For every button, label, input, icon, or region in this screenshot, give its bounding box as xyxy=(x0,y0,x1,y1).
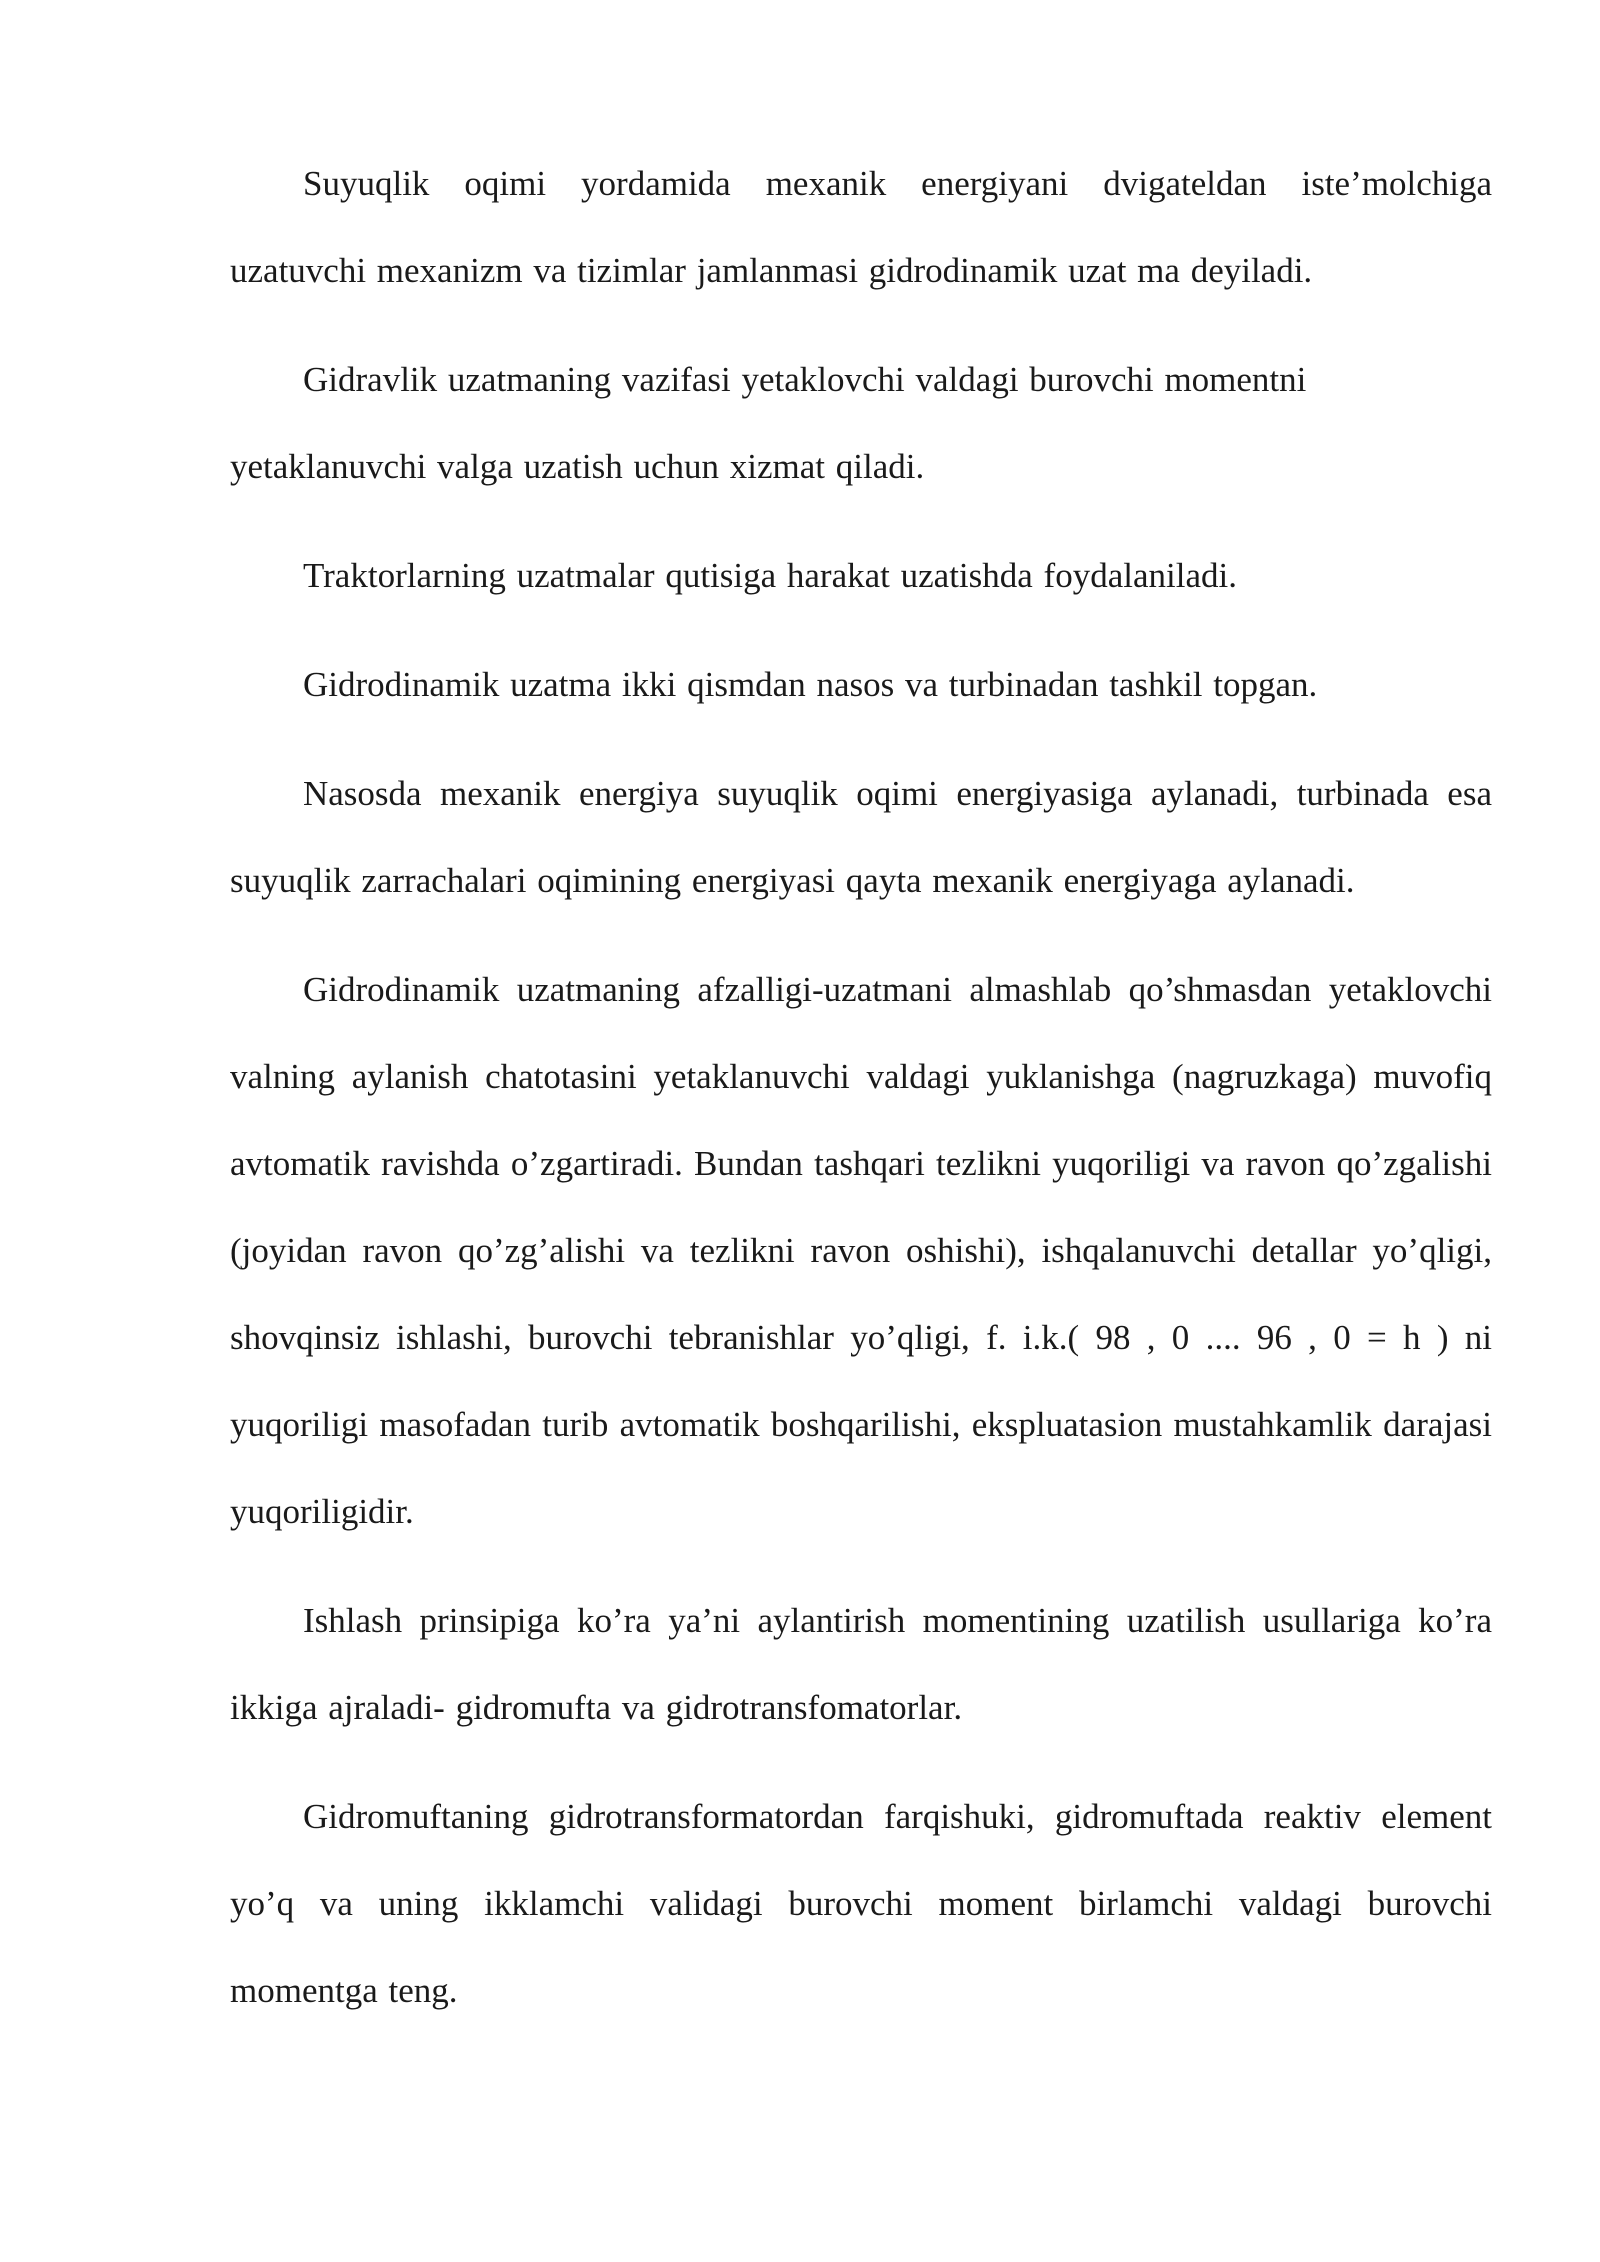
document-body xyxy=(230,140,1492,2056)
paragraph-6: Gidrodinamik uzatmaning afzalligi-uzatmani almashlab qo’shmasdan yetaklovchi valning aylanish chatotasini yetaklanuvchi valdagi yuklanishga (nagruzkaga) muvofiq avtomatik ravishda o’zgartiradi. Bundan tashqari tezlikni yuqoriligi va ravon qo’zgalishi (joyidan ravon qo’zg’alishi va tezlikni ravon oshishi), ishqalanuvchi detallar yo’qligi, shovqinsiz ishlashi, burovchi tebranishlar yo’qligi, f. i.k.( 98 , 0 .... 96 , 0 = h ) ni yuqoriligi masofadan turib avtomatik boshqarilishi, ekspluatasion mustahkamlik darajasi yuqoriligidir. xyxy=(230,970,1492,1531)
paragraph-1: Suyuqlik oqimi yordamida mexanik energiyani dvigateldan iste’molchiga uzatuvchi mexanizm va tizimlar jamlanmasi gidrodinamik uzat ma deyiladi. xyxy=(230,164,1492,290)
paragraph-5: Nasosda mexanik energiya suyuqlik oqimi energiyasiga aylanadi, turbinada esa suyuqlik zarrachalari oqimining energiyasi qayta mexanik energiyaga aylanadi. xyxy=(230,774,1492,900)
paragraph-3: Traktorlarning uzatmalar qutisiga harakat uzatishda foydalaniladi. xyxy=(303,556,1237,595)
paragraph-2: Gidravlik uzatmaning vazifasi yetaklovchi valdagi burovchi momentni yetaklanuvchi valga uzatish uchun xizmat qiladi. xyxy=(230,360,1307,486)
paragraph-8: Gidromuftaning gidrotransformatordan farqishuki, gidromuftada reaktiv element yo’q va uning ikklamchi validagi burovchi moment birlamchi valdagi burovchi momentga teng. xyxy=(230,1797,1492,2010)
paragraph-7: Ishlash prinsipiga ko’ra ya’ni aylantirish momentining uzatilish usullariga ko’ra ikkiga ajraladi- gidromufta va gidrotransfomatorlar. xyxy=(230,1601,1492,1727)
paragraph-4: Gidrodinamik uzatma ikki qismdan nasos va turbinadan tashkil topgan. xyxy=(303,665,1318,704)
